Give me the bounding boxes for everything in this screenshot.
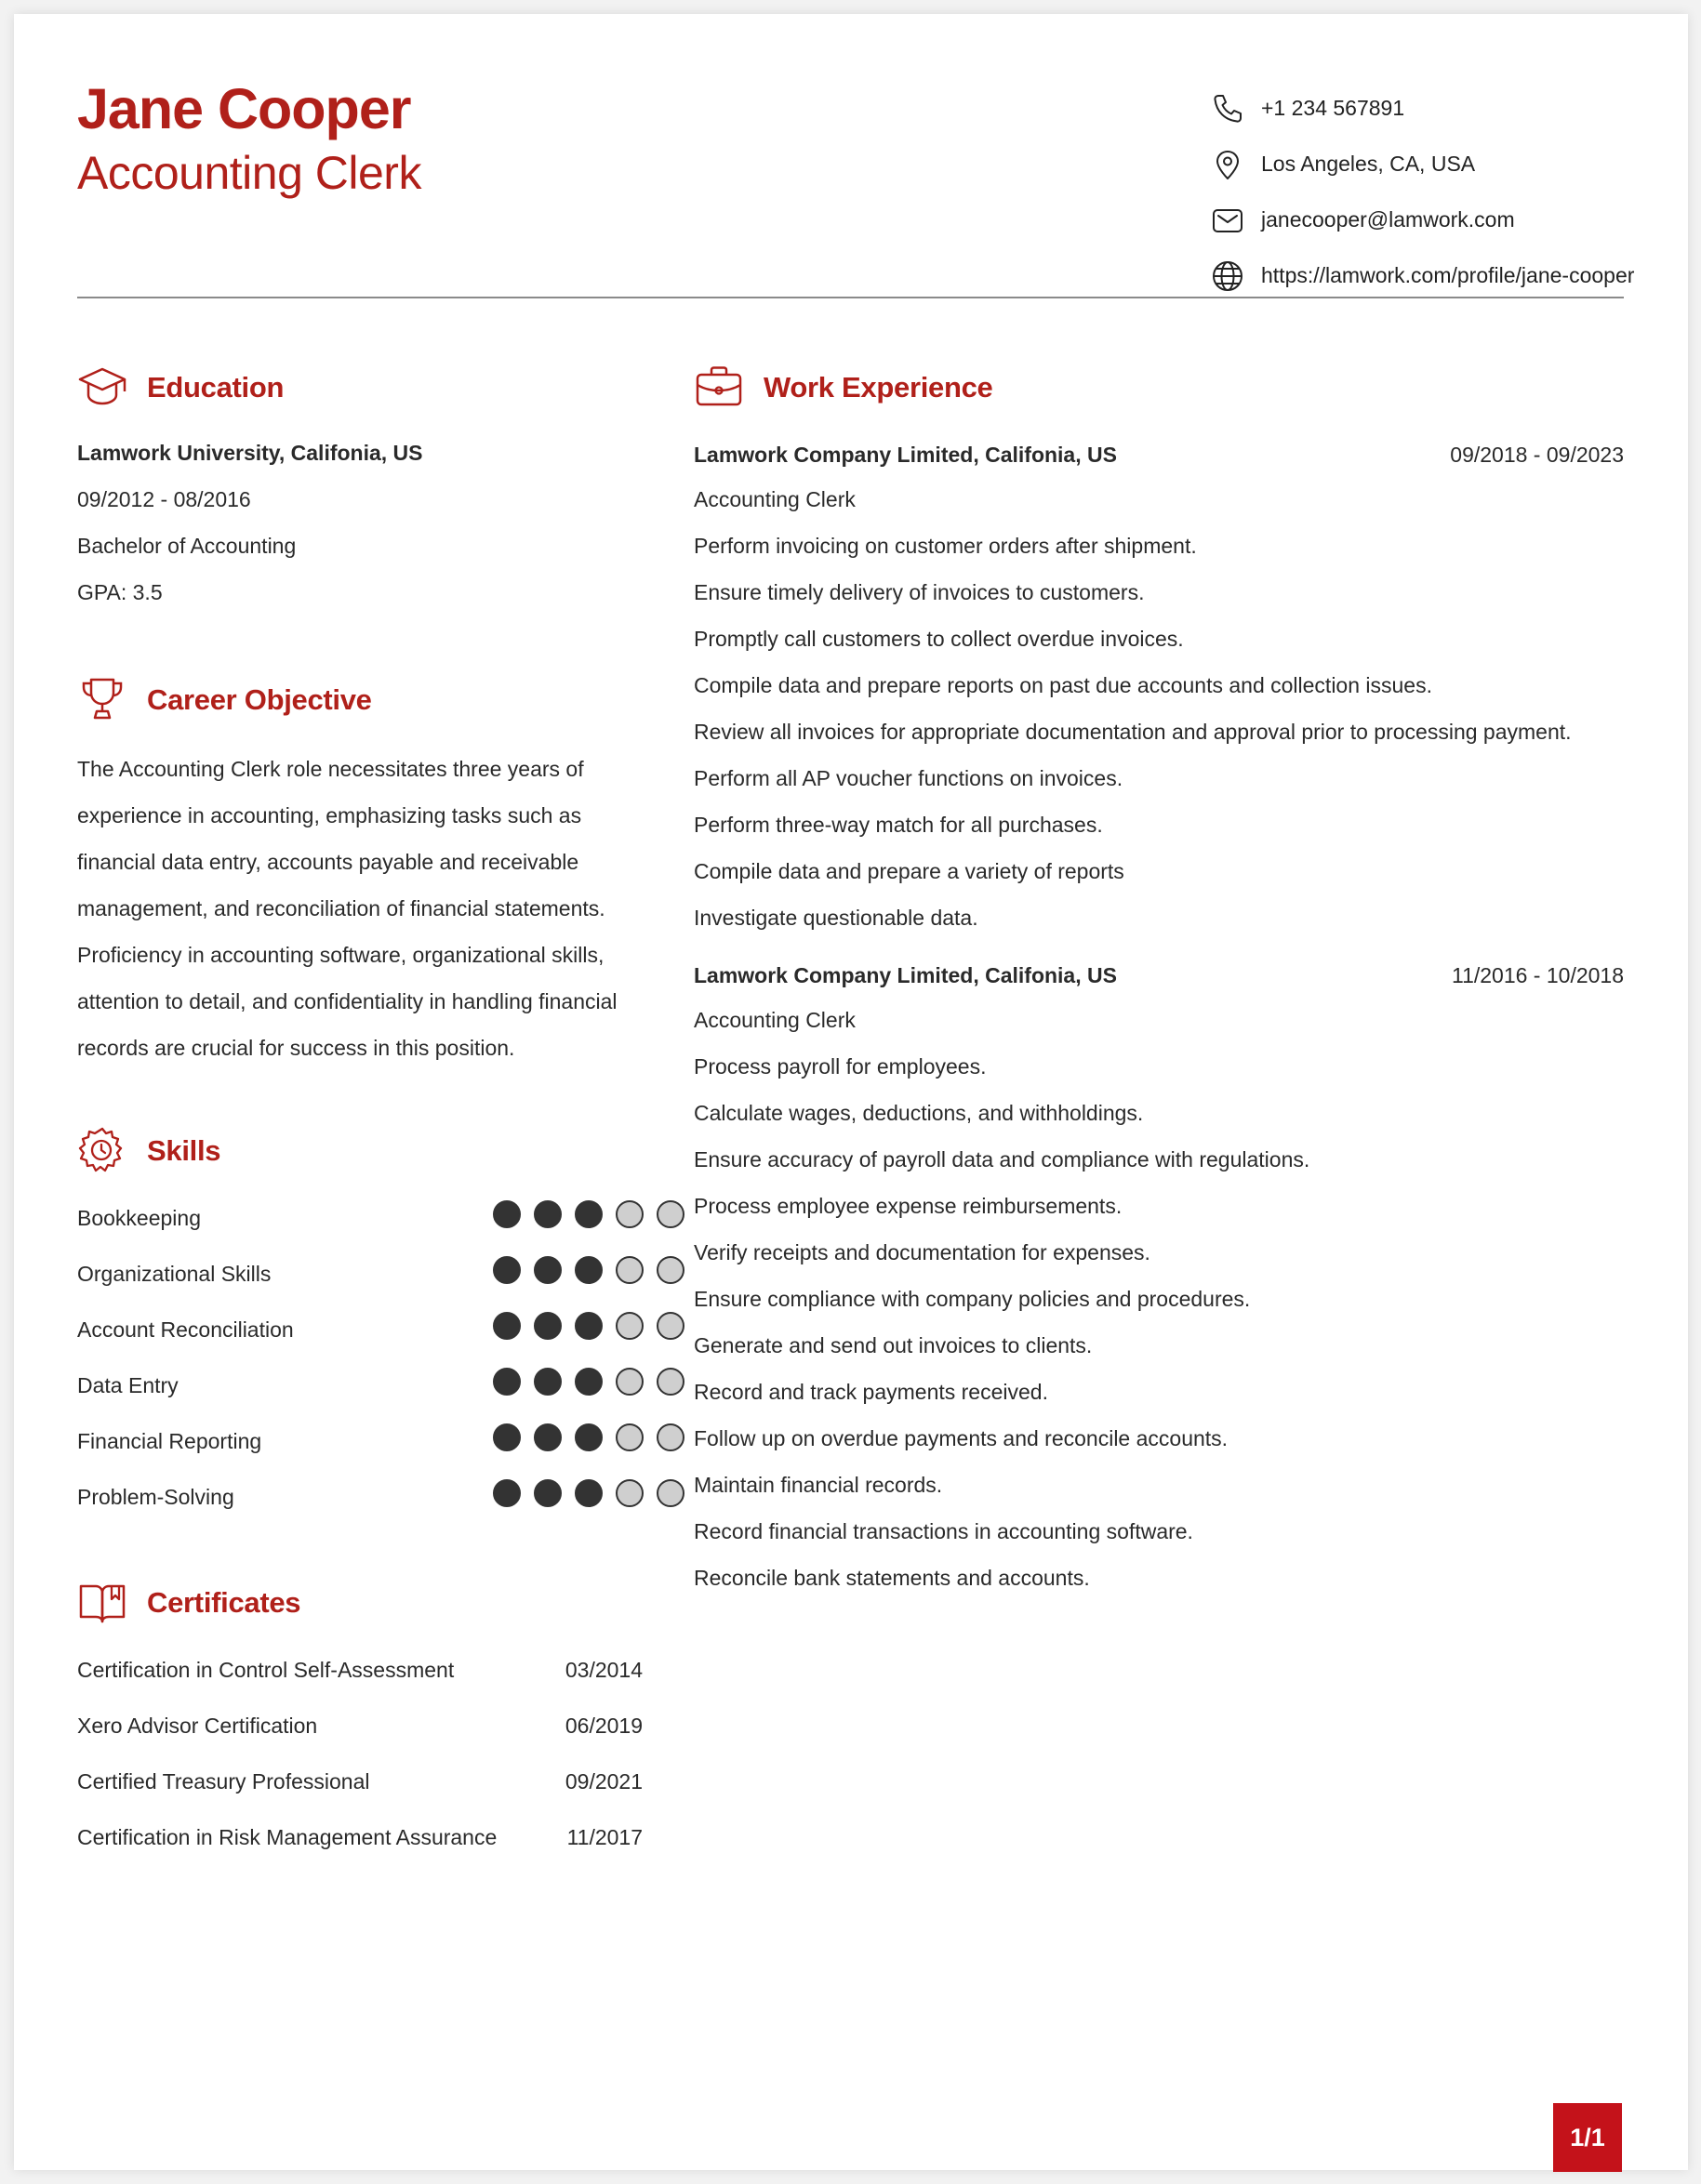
- resume-page: [14, 14, 1688, 2170]
- rating-dot-filled: [493, 1423, 521, 1451]
- rating-dot-empty: [616, 1368, 644, 1396]
- rating-dot-empty: [616, 1256, 644, 1284]
- job-duty: Promptly call customers to collect overdue invoices.: [694, 627, 1184, 651]
- certificate-row: [77, 1820, 643, 1853]
- rating-dot-filled: [534, 1200, 562, 1228]
- job-duty: Follow up on overdue payments and reconcile accounts.: [694, 1426, 1229, 1450]
- globe-icon: [1211, 259, 1244, 293]
- rating-dot-filled: [534, 1256, 562, 1284]
- job-header: [694, 443, 1624, 470]
- work-title: Work Experience: [764, 371, 993, 404]
- skills-title: Skills: [147, 1134, 221, 1167]
- rating-dot-empty: [657, 1256, 684, 1284]
- job-duty: Perform three-way match for all purchases.: [694, 813, 1103, 837]
- certificate-row: [77, 1652, 643, 1686]
- rating-dot-filled: [575, 1312, 603, 1340]
- certificate-name: Certification in Control Self-Assessment: [77, 1658, 455, 1682]
- job-duty: Record financial transactions in accounting software.: [694, 1519, 1193, 1543]
- candidate-name: Jane Cooper: [77, 77, 411, 140]
- rating-dot-empty: [657, 1200, 684, 1228]
- open-book-icon: [77, 1577, 127, 1627]
- education-degree: Bachelor of Accounting: [77, 534, 297, 558]
- rating-dot-filled: [575, 1423, 603, 1451]
- skill-row: [77, 1368, 635, 1401]
- skill-name: Organizational Skills: [77, 1262, 272, 1286]
- skill-name: Financial Reporting: [77, 1429, 262, 1453]
- skill-row: [77, 1312, 635, 1345]
- rating-dot-filled: [575, 1479, 603, 1507]
- rating-dot-empty: [616, 1479, 644, 1507]
- skill-name: Problem-Solving: [77, 1485, 234, 1509]
- trophy-icon: [77, 674, 127, 724]
- rating-dot-empty: [657, 1479, 684, 1507]
- certificate-date: 06/2019: [565, 1714, 643, 1738]
- certificates-title: Certificates: [147, 1586, 301, 1619]
- certificate-row: [77, 1708, 643, 1741]
- rating-dot-filled: [493, 1368, 521, 1396]
- job-duty: Maintain financial records.: [694, 1473, 943, 1497]
- skill-name: Data Entry: [77, 1373, 179, 1397]
- job-duty: Calculate wages, deductions, and withholdings.: [694, 1101, 1144, 1125]
- rating-dot-filled: [575, 1200, 603, 1228]
- job-role: Accounting Clerk: [694, 487, 856, 511]
- rating-dot-filled: [534, 1479, 562, 1507]
- skill-name: Bookkeeping: [77, 1206, 201, 1230]
- job-role: Accounting Clerk: [694, 1008, 856, 1032]
- rating-dot-filled: [493, 1256, 521, 1284]
- briefcase-icon: [694, 362, 744, 412]
- contact-website: [1211, 258, 1694, 295]
- rating-dot-filled: [534, 1423, 562, 1451]
- rating-dot-empty: [657, 1368, 684, 1396]
- rating-dot-empty: [657, 1312, 684, 1340]
- education-gpa: GPA: 3.5: [77, 580, 163, 604]
- contact-website-text[interactable]: https://lamwork.com/profile/jane-cooper: [1261, 263, 1635, 287]
- job-header: [694, 963, 1624, 991]
- phone-icon: [1211, 92, 1244, 126]
- contact-email-text[interactable]: janecooper@lamwork.com: [1261, 207, 1515, 232]
- job-duty: Verify receipts and documentation for expenses.: [694, 1240, 1150, 1264]
- location-pin-icon: [1211, 148, 1244, 181]
- rating-dot-filled: [493, 1312, 521, 1340]
- certificate-row: [77, 1764, 643, 1797]
- mail-icon: [1211, 204, 1244, 237]
- rating-dot-filled: [575, 1368, 603, 1396]
- rating-dot-empty: [616, 1200, 644, 1228]
- job-duty: Ensure accuracy of payroll data and compliance with regulations.: [694, 1147, 1310, 1171]
- job-duty: Review all invoices for appropriate documentation and approval prior to processing payment.: [694, 720, 1572, 744]
- job-duty: Ensure timely delivery of invoices to customers.: [694, 580, 1145, 604]
- education-school: Lamwork University, Califonia, US: [77, 441, 423, 465]
- certificate-name: Certification in Risk Management Assurance: [77, 1825, 498, 1849]
- skill-row: [77, 1256, 635, 1290]
- rating-dot-filled: [534, 1368, 562, 1396]
- rating-dot-empty: [616, 1312, 644, 1340]
- job-duty: Process payroll for employees.: [694, 1054, 987, 1079]
- contact-location: [1211, 146, 1694, 183]
- education-title: Education: [147, 371, 285, 404]
- education-dates: 09/2012 - 08/2016: [77, 487, 251, 511]
- objective-text: The Accounting Clerk role necessitates three years of experience in accounting, emphasizing tasks such as financial data entry, accounts payable and receivable management, and reconciliation of financial statements. Proficiency in accounting software, organizational skills, attention to detail, and confidentiality in handling financial records are crucial for success in this position.: [77, 757, 618, 1060]
- rating-dot-filled: [534, 1312, 562, 1340]
- job-company: Lamwork Company Limited, Califonia, US: [694, 963, 1117, 987]
- job-duty: Perform all AP voucher functions on invoices.: [694, 766, 1123, 790]
- contact-phone: [1211, 90, 1694, 127]
- candidate-title: Accounting Clerk: [77, 147, 421, 199]
- certificate-date: 11/2017: [566, 1825, 643, 1849]
- job-duty: Generate and send out invoices to clients.: [694, 1333, 1093, 1357]
- skill-name: Account Reconciliation: [77, 1317, 294, 1342]
- rating-dot-filled: [493, 1200, 521, 1228]
- job-company: Lamwork Company Limited, Califonia, US: [694, 443, 1117, 467]
- rating-dot-empty: [657, 1423, 684, 1451]
- job-duty: Compile data and prepare reports on past due accounts and collection issues.: [694, 673, 1432, 697]
- certificate-name: Certified Treasury Professional: [77, 1769, 370, 1794]
- objective-title: Career Objective: [147, 683, 372, 716]
- graduation-cap-icon: [77, 362, 127, 412]
- rating-dot-empty: [616, 1423, 644, 1451]
- skill-row: [77, 1423, 635, 1457]
- header-divider: [77, 297, 1624, 298]
- rating-dot-filled: [575, 1256, 603, 1284]
- certificate-date: 03/2014: [565, 1658, 643, 1682]
- job-duty: Ensure compliance with company policies and procedures.: [694, 1287, 1251, 1311]
- job-dates: 11/2016 - 10/2018: [1451, 963, 1624, 987]
- job-duty: Reconcile bank statements and accounts.: [694, 1566, 1090, 1590]
- gear-clock-icon: [77, 1125, 127, 1175]
- certificate-date: 09/2021: [565, 1769, 643, 1794]
- skill-row: [77, 1200, 635, 1234]
- job-duty: Investigate questionable data.: [694, 906, 978, 930]
- rating-dot-filled: [493, 1479, 521, 1507]
- job-duty: Compile data and prepare a variety of reports: [694, 859, 1124, 883]
- contact-email: [1211, 202, 1694, 239]
- skill-row: [77, 1479, 635, 1513]
- contact-phone-text: +1 234 567891: [1261, 96, 1405, 120]
- contact-location-text: Los Angeles, CA, USA: [1261, 152, 1476, 176]
- job-duty: Process employee expense reimbursements.: [694, 1194, 1123, 1218]
- job-dates: 09/2018 - 09/2023: [1450, 443, 1624, 467]
- certificate-name: Xero Advisor Certification: [77, 1714, 318, 1738]
- page-indicator[interactable]: 1/1: [1553, 2103, 1622, 2172]
- job-duty: Perform invoicing on customer orders after shipment.: [694, 534, 1197, 558]
- job-duty: Record and track payments received.: [694, 1380, 1048, 1404]
